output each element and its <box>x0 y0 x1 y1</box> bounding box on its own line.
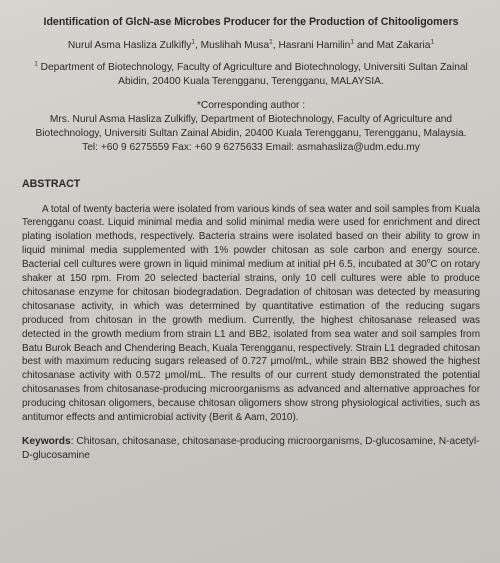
author-affiliation-mark: 1 <box>191 38 195 46</box>
author-affiliation-mark: 1 <box>350 38 354 46</box>
corresponding-author-details: Mrs. Nurul Asma Hasliza Zulkifly, Department of Biotechnology, Faculty of Agriculture and Biotechnology, Universiti Sultan Zainal Abidin, 20400 Kuala Terengganu, Terengganu, Malaysia. <box>35 113 467 139</box>
corresponding-author-block <box>22 99 480 155</box>
author-affiliation-mark: 1 <box>269 38 273 46</box>
author-affiliation-mark: 1 <box>430 38 435 46</box>
abstract-body <box>22 203 480 426</box>
corresponding-author-label: *Corresponding author : <box>196 99 306 111</box>
author-name: Mat Zakaria <box>376 39 431 51</box>
keywords-label: Keywords <box>22 436 71 447</box>
author-list: Nurul Asma Hasliza Zulkifly$^1$, Muslihah Musa$^1$, Hasrani Hamilin$^1$ and Mat Zakaria$^1$ <box>67 38 435 51</box>
affiliation-mark: 1 <box>34 60 38 68</box>
author-name: Muslihah Musa <box>200 39 270 51</box>
contact-info: Tel: +60 9 6275559 Fax: +60 9 6275633 Email: asmahasliza@udm.edu.my <box>82 141 420 153</box>
degree-mark: o <box>426 257 431 265</box>
keywords <box>22 435 480 463</box>
author-name: Hasrani Hamilin <box>278 39 351 51</box>
abstract-text-part2: C on rotary shaker at 150 rpm. From 20 selected bacterial strains, only 10 cell cultures were able to produce chitosanase enzyme for chitosan biodegradation. Degradation of chitosan was detected by measuring chitosanase activity, in which was determined by quantitative estimation of the reducing sugars produced from chitosan in the growth medium. Currently, the highest chitosanase released was detected in the growth medium from strain L1 and BB2, isolated from sea water and soil samples from Batu Burok Beach and Chendering Beach, Kuala Terengganu, respectively. Strain L1 degraded chitosan best with maximum reducing sugars released of 0.727 μmol/mL, while strain BB2 showed the highest chitosanase activity with 0.572 μmol/mL. The results of our current study demonstrated the potential chitosanases from chitosanase-producing microorganisms as advanced and alternative approaches for producing chitosan oligomers, because chitosan oligomers show strong physiological activities, such as antitumor effects and antimicrobial activity (Berit & Aam, 2010). <box>22 259 481 424</box>
abstract-heading: ABSTRACT <box>22 177 81 190</box>
paper-title: Identification of GlcN-ase Microbes Producer for the Production of Chitooligomers <box>43 16 459 28</box>
keywords-text: : Chitosan, chitosanase, chitosanase-producing microorganisms, D-glucosamine, N-acetyl-D-glucosamine <box>22 436 480 461</box>
abstract-text-part1: A total of twenty bacteria were isolated from various kinds of sea water and soil samples from Kuala Terengganu coast. Liquid minimal media and solid minimal media were used for enrichment and direct plating isolation methods, respectively. Bacteria strains were isolated based on their ability to grow in liquid minimal media supplemented with 1% powder chitosan as sole carbon and energy source. Bacterial cell cultures were grown in liquid minimal medium at initial pH 6.5, incubated at 30 <box>22 203 480 271</box>
affiliation-text: Department of Biotechnology, Faculty of Agriculture and Biotechnology, Universiti Sultan Zainal Abidin, 20400 Kuala Terengganu, Terengganu, MALAYSIA. <box>40 61 468 87</box>
affiliation <box>22 61 480 89</box>
author-name: Nurul Asma Hasliza Zulkifly <box>67 39 192 51</box>
